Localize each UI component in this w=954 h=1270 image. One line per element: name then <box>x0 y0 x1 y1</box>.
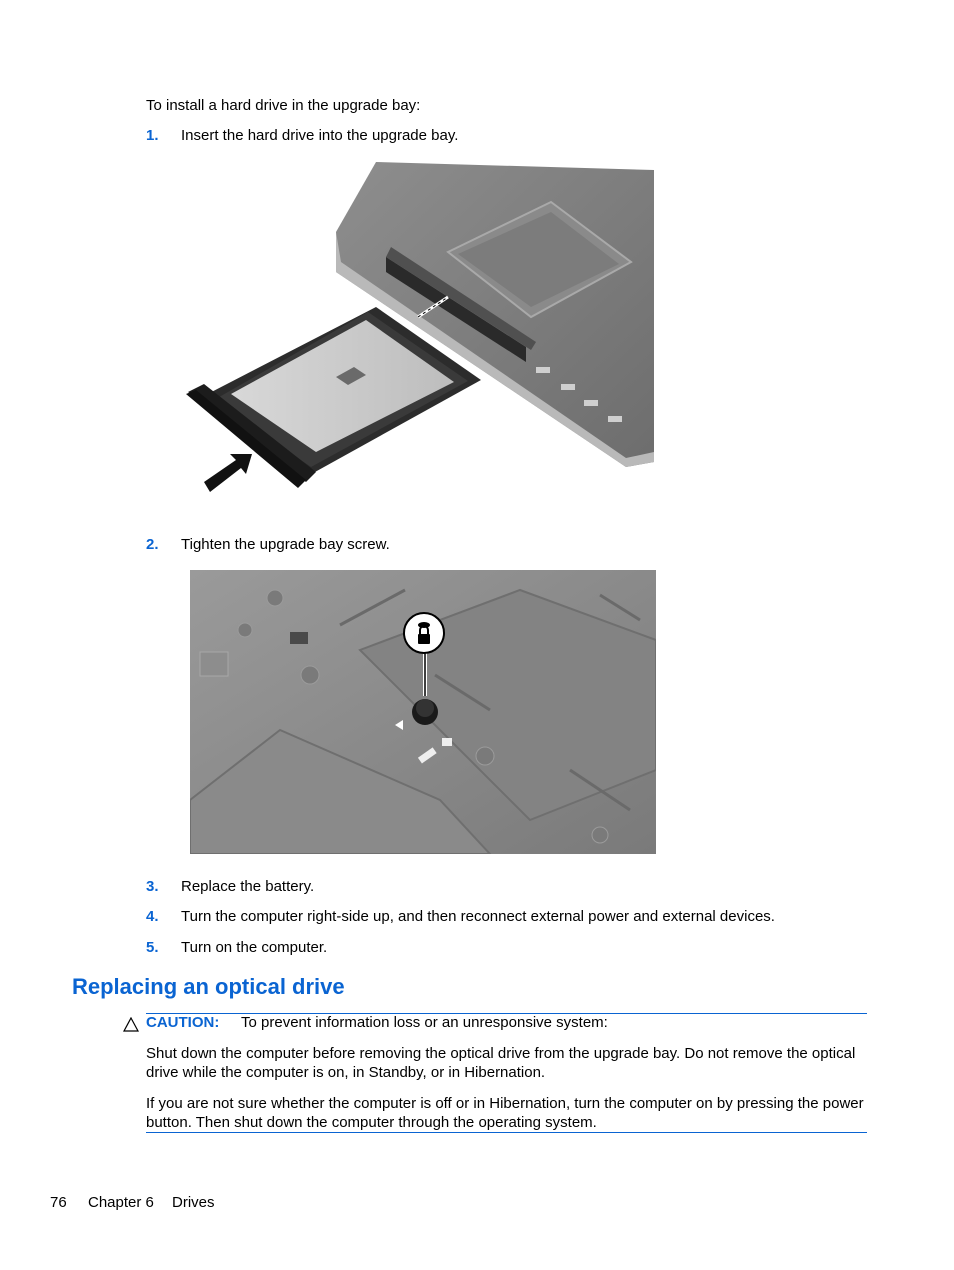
step-2-number: 2. <box>146 536 159 553</box>
caution-paragraph-2: If you are not sure whether the computer is off or in Hibernation, turn the computer on by pressing the power button. Then shut down the computer through the operating system. <box>146 1095 864 1131</box>
step-4-text: Turn the computer right-side up, and then reconnect external power and external devices. <box>181 908 775 925</box>
step-2-text: Tighten the upgrade bay screw. <box>181 536 390 553</box>
step-5-number: 5. <box>146 939 159 956</box>
caution-label: CAUTION: <box>146 1014 220 1031</box>
footer-chapter: Chapter 6 <box>88 1194 154 1211</box>
step-5-text: Turn on the computer. <box>181 939 328 956</box>
step-1-number: 1. <box>146 127 159 144</box>
section-heading: Replacing an optical drive <box>72 974 345 999</box>
upgrade-bay-screw-illustration <box>190 570 656 854</box>
caution-paragraph-1: Shut down the computer before removing the optical drive from the upgrade bay. Do not remove the optical drive while the computer is on, in Standby, or in Hibernation. <box>146 1045 856 1081</box>
step-3-text: Replace the battery. <box>181 878 315 895</box>
warning-triangle-icon <box>123 1017 139 1032</box>
caution-text: To prevent information loss or an unresponsive system: <box>241 1014 608 1031</box>
step-4-number: 4. <box>146 908 159 925</box>
step-1-text: Insert the hard drive into the upgrade bay. <box>181 127 459 144</box>
caution-bottom-rule <box>146 1132 867 1133</box>
step-3-number: 3. <box>146 878 159 895</box>
intro-text: To install a hard drive in the upgrade bay: <box>146 97 421 114</box>
footer-page-number: 76 <box>50 1194 67 1211</box>
footer-chapter-title: Drives <box>172 1194 215 1211</box>
upgrade-bay-insert-illustration <box>186 162 658 500</box>
